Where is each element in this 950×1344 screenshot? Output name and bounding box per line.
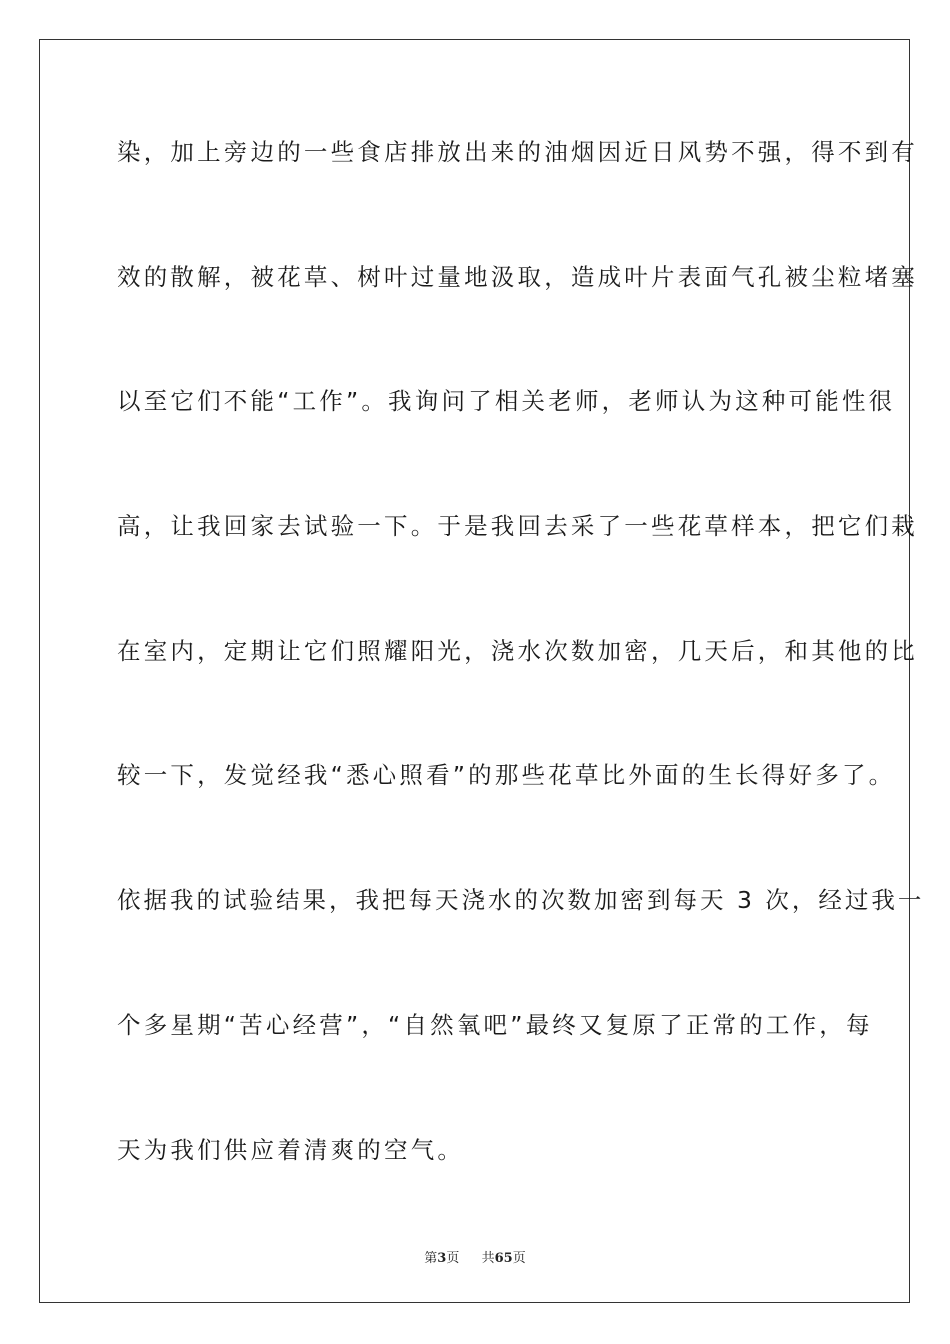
paragraph-line: 较一下，发觉经我“悉心照看”的那些花草比外面的生长得好多了。 <box>117 761 896 790</box>
paragraph-line: 天为我们供应着清爽的空气。 <box>117 1135 465 1164</box>
page-number: 3 <box>437 1251 447 1266</box>
page-indicator <box>424 1247 459 1266</box>
paragraph-line: 在室内，定期让它们照耀阳光，浇水次数加密，几天后，和其他的比 <box>117 636 918 665</box>
total-pages-indicator <box>482 1247 526 1266</box>
paragraph-line: 高，让我回家去试验一下。于是我回去采了一些花草样本，把它们栽 <box>117 512 918 541</box>
total-prefix: 共 <box>481 1251 495 1266</box>
document-body <box>117 126 925 1248</box>
page-prefix: 第 <box>424 1251 438 1266</box>
page-suffix: 页 <box>446 1251 460 1266</box>
total-pages: 65 <box>494 1251 513 1266</box>
paragraph-line: 以至它们不能“工作”。我询问了相关老师，老师认为这种可能性很 <box>117 387 896 416</box>
paragraph-line: 个多星期“苦心经营”，“自然氧吧”最终又复原了正常的工作，每 <box>117 1010 873 1039</box>
paragraph-line: 依据我的试验结果，我把每天浇水的次数加密到每天 3 次，经过我一 <box>117 886 925 915</box>
total-suffix: 页 <box>512 1251 526 1266</box>
page-footer <box>0 1247 950 1266</box>
paragraph-line: 染，加上旁边的一些食店排放出来的油烟因近日风势不强，得不到有 <box>117 138 918 166</box>
paragraph-line: 效的散解，被花草、树叶过量地汲取，造成叶片表面气孔被尘粒堵塞 <box>117 262 918 291</box>
